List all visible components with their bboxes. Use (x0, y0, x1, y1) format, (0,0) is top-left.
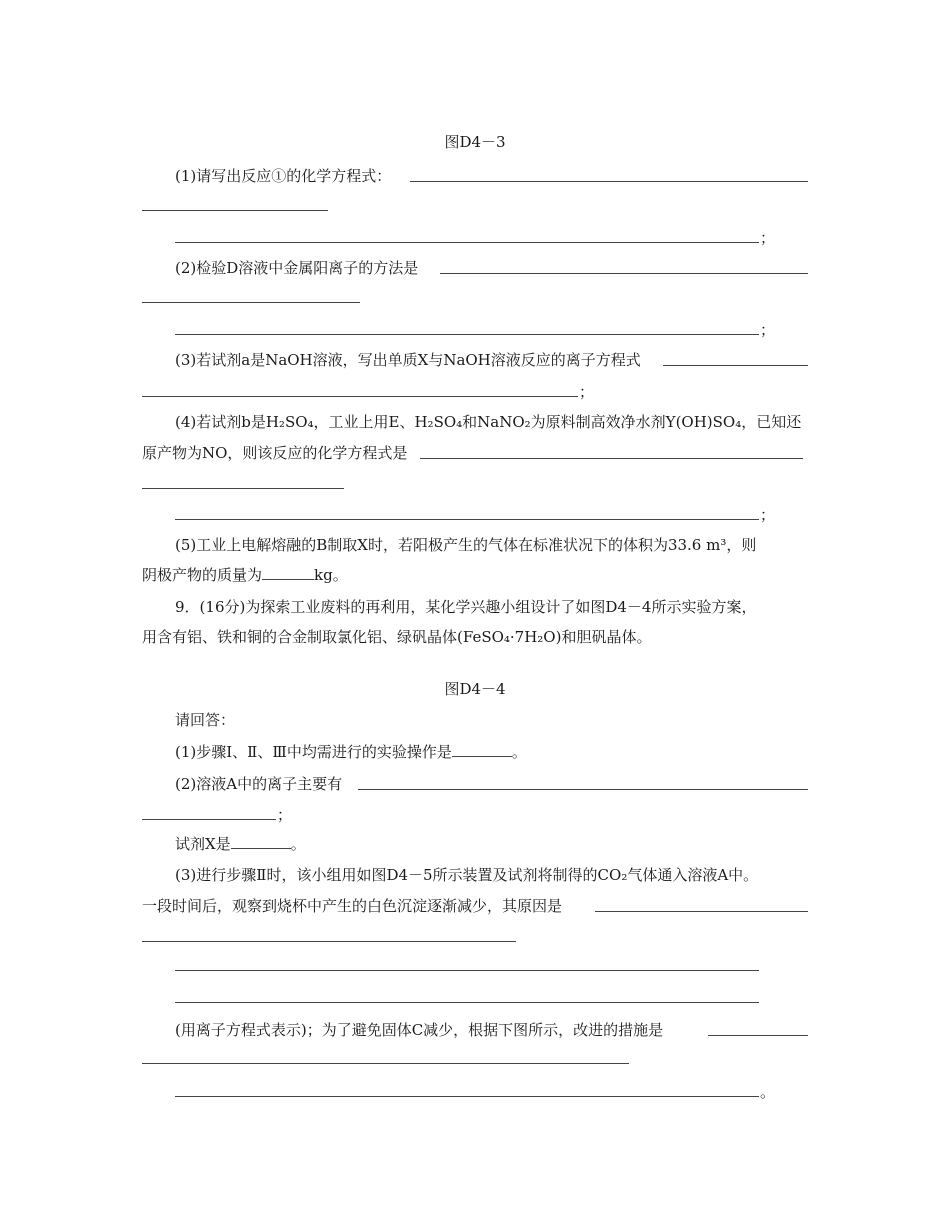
answer-line (142, 302, 360, 303)
answer-line (175, 1096, 759, 1097)
answer-blank (262, 565, 314, 580)
answer-line (595, 911, 808, 912)
answer-line (663, 365, 808, 366)
answer-line (358, 789, 808, 790)
answer-line (410, 181, 808, 182)
question-9-2-x-text: 试剂X是 (175, 835, 231, 853)
question-9-line2: 用含有铝、铁和铜的合金制取氯化铝、绿矾晶体(FeSO₄·7H₂O)和胆矾晶体。 (142, 628, 652, 646)
answer-line (142, 210, 328, 211)
question-8-1: (1)请写出反应①的化学方程式： (175, 167, 392, 185)
question-9-3-line1: (3)进行步骤Ⅱ时，该小组用如图D4－5所示装置及试剂将制得的CO₂气体通入溶液A中。 (175, 866, 759, 884)
question-8-4-line1: (4)若试剂b是H₂SO₄，工业上用E、H₂SO₄和NaNO₂为原料制高效净水剂Y(OH)SO₄，已知还 (175, 413, 802, 431)
question-9-3-line2: 一段时间后，观察到烧杯中产生的白色沉淀逐渐减少，其原因是 (142, 897, 563, 915)
answer-line (708, 1035, 808, 1036)
answer-prompt: 请回答： (175, 711, 236, 729)
answer-line (142, 488, 344, 489)
answer-line (142, 941, 516, 942)
answer-line (420, 458, 803, 459)
answer-line (175, 519, 759, 520)
answer-line (175, 334, 759, 335)
answer-line (175, 1002, 759, 1003)
semicolon: ； (277, 806, 293, 824)
question-8-2: (2)检验D溶液中金属阳离子的方法是 (175, 259, 419, 277)
answer-blank (452, 742, 512, 757)
semicolon: ； (579, 383, 595, 401)
figure-caption-d4-3: 图D4－3 (444, 133, 506, 151)
question-8-4-line2: 原产物为NO，则该反应的化学方程式是 (142, 444, 408, 462)
question-8-5-prefix: 阴极产物的质量为 (142, 566, 263, 584)
semicolon: ； (760, 506, 776, 524)
question-9-1-text: (1)步骤Ⅰ、Ⅱ、Ⅲ中均需进行的实验操作是 (175, 743, 452, 761)
answer-line (142, 1063, 629, 1064)
question-9-3-line3: (用离子方程式表示)；为了避免固体C减少，根据下图所示，改进的措施是 (175, 1021, 664, 1039)
semicolon: ； (760, 321, 776, 339)
question-8-3: (3)若试剂a是NaOH溶液，写出单质X与NaOH溶液反应的离子方程式 (175, 351, 641, 369)
question-9-2-reagent-x (175, 834, 306, 854)
period: 。 (511, 743, 527, 761)
answer-line (175, 970, 759, 971)
period: 。 (290, 835, 306, 853)
semicolon: ； (760, 229, 776, 247)
question-9-line1: 9．(16分)为探索工业废料的再利用，某化学兴趣小组设计了如图D4－4所示实验方案， (175, 598, 757, 616)
figure-caption-d4-4: 图D4－4 (444, 680, 506, 698)
question-8-5-unit: kg。 (314, 566, 348, 584)
question-8-5-line1: (5)工业上电解熔融的B制取X时，若阳极产生的气体在标准状况下的体积为33.6 m³，则 (175, 536, 757, 554)
answer-line (142, 396, 578, 397)
question-8-5-line2 (142, 565, 348, 585)
answer-line (142, 819, 276, 820)
question-9-1 (175, 742, 527, 762)
answer-line (440, 273, 808, 274)
answer-blank (231, 834, 291, 849)
period: 。 (760, 1083, 776, 1101)
question-9-2: (2)溶液A中的离子主要有 (175, 775, 343, 793)
answer-line (175, 242, 759, 243)
